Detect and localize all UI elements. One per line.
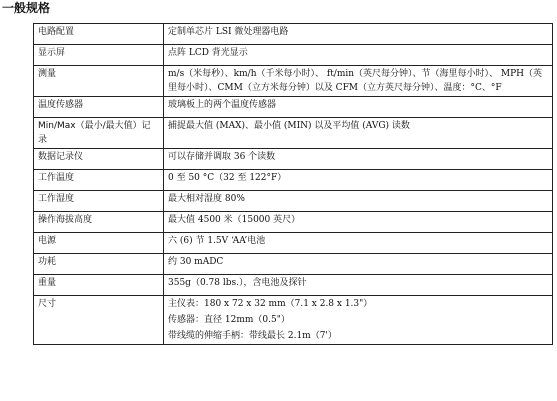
spec-label: 工作湿度 xyxy=(34,191,164,212)
spec-label: Min/Max（最小/最大值）记录 xyxy=(34,118,164,149)
spec-value-line: 捕捉最大值 (MAX)、最小值 (MIN) 以及平均值 (AVG) 读数 xyxy=(168,121,410,131)
spec-value-line: 玻璃板上的两个温度传感器 xyxy=(168,100,277,110)
spec-value xyxy=(164,275,553,296)
spec-value-line: 355g（0.78 lbs.），含电池及探针 xyxy=(168,278,307,288)
table-row xyxy=(34,149,553,170)
table-row xyxy=(34,191,553,212)
spec-value-line: 最大相对湿度 80% xyxy=(168,194,245,204)
spec-value-line: 0 至 50 °C（32 至 122°F） xyxy=(168,173,287,183)
table-row xyxy=(34,233,553,254)
spec-value-line: 可以存储并调取 36 个读数 xyxy=(168,152,276,162)
spec-value xyxy=(164,66,553,97)
spec-value-line: 约 30 mADC xyxy=(168,257,224,267)
spec-label: 电源 xyxy=(34,233,164,254)
spec-value xyxy=(164,97,553,118)
table-row xyxy=(34,275,553,296)
section-title: 一般规格 xyxy=(2,1,51,15)
table-row xyxy=(34,170,553,191)
spec-value-line: 六 (6) 节 1.5V ‘AA’电池 xyxy=(168,236,266,246)
spec-label: 重量 xyxy=(34,275,164,296)
spec-value xyxy=(164,118,553,149)
spec-label: 尺寸 xyxy=(34,296,164,345)
table-row xyxy=(34,296,553,345)
spec-value-line: 最大值 4500 米（15000 英尺） xyxy=(168,215,301,225)
spec-value-line: 主仪表：180 x 72 x 32 mm（7.1 x 2.8 x 1.3"） xyxy=(168,299,373,309)
spec-label: 功耗 xyxy=(34,254,164,275)
spec-label: 测量 xyxy=(34,66,164,97)
spec-value xyxy=(164,191,553,212)
spec-label: 操作海拔高度 xyxy=(34,212,164,233)
spec-value xyxy=(164,212,553,233)
spec-label: 温度传感器 xyxy=(34,97,164,118)
table-row xyxy=(34,118,553,149)
table-row xyxy=(34,97,553,118)
table-row xyxy=(34,24,553,45)
general-specs-table xyxy=(33,23,553,345)
table-row xyxy=(34,66,553,97)
spec-value xyxy=(164,254,553,275)
spec-value xyxy=(164,170,553,191)
spec-label: 工作温度 xyxy=(34,170,164,191)
spec-value-line: 定制单芯片 LSI 微处理器电路 xyxy=(168,27,289,37)
spec-value xyxy=(164,24,553,45)
table-row xyxy=(34,212,553,233)
spec-value xyxy=(164,149,553,170)
spec-value-line: 带线缆的伸缩手柄：带线最长 2.1m（7'） xyxy=(168,331,337,341)
spec-value-line: 传感器：直径 12mm（0.5"） xyxy=(168,315,290,325)
spec-value xyxy=(164,296,553,345)
spec-value xyxy=(164,233,553,254)
spec-value xyxy=(164,45,553,66)
spec-label: 显示屏 xyxy=(34,45,164,66)
spec-label: 电路配置 xyxy=(34,24,164,45)
spec-label: 数据记录仪 xyxy=(34,149,164,170)
table-row xyxy=(34,45,553,66)
spec-value-line: 点阵 LCD 背光显示 xyxy=(168,48,248,58)
table-row xyxy=(34,254,553,275)
spec-value-line: m/s（米每秒）、km/h（千米每小时）、 ft/min（英尺每分钟）、节（海里每小时）、 MPH（英里每小时）、CMM（立方米每分钟）以及 CFM（立方英尺每分钟）、温度：°C、°F xyxy=(168,69,543,93)
